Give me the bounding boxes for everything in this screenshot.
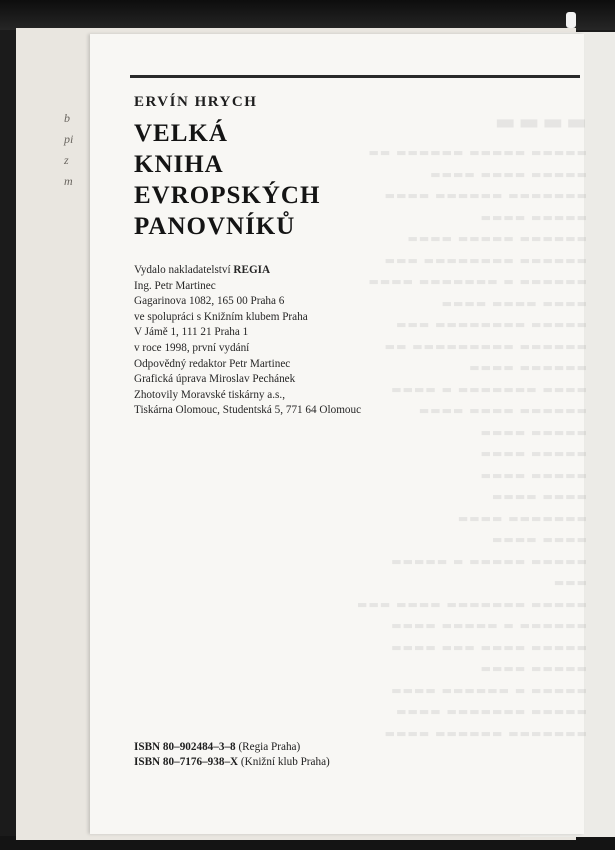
isbn-number: ISBN 80–7176–938–X	[134, 756, 239, 768]
imprint-line: ve spolupráci s Knižním klubem Praha	[134, 310, 308, 323]
isbn-publisher: (Regia Praha)	[235, 741, 301, 753]
imprint-line: V Jámě 1, 111 21 Praha 1	[134, 326, 249, 339]
left-fragment: z	[64, 153, 69, 167]
isbn-line	[134, 740, 330, 755]
isbn-block	[134, 740, 330, 770]
left-fragment: pi	[64, 132, 74, 146]
publisher-name: REGIA	[233, 264, 271, 276]
book-title	[134, 118, 434, 242]
imprint-line: Gagarinova 1082, 165 00 Praha 6	[134, 295, 285, 308]
imprint-line: Grafická úprava Miroslav Pechánek	[134, 373, 296, 386]
imprint-block	[134, 263, 494, 419]
imprint-line: Zhotovily Moravské tiskárny a.s.,	[134, 388, 286, 401]
isbn-line	[134, 755, 330, 770]
imprint-line: v roce 1998, první vydání	[134, 341, 250, 354]
title-line: VELKÁ	[134, 120, 228, 147]
publisher-prefix: Vydalo nakladatelství	[134, 264, 234, 276]
isbn-number: ISBN 80–902484–3–8	[134, 741, 236, 753]
title-line: EVROPSKÝCH	[134, 182, 321, 209]
imprint-line: Odpovědný redaktor Petr Martinec	[134, 357, 291, 370]
top-rule	[130, 75, 580, 78]
author-name: ERVÍN HRYCH	[134, 94, 258, 110]
left-page-fragments	[64, 108, 73, 192]
scan-artifact	[566, 12, 576, 28]
publisher-line	[134, 263, 494, 279]
imprint-line: Tiskárna Olomouc, Studentská 5, 771 64 Olomouc	[134, 404, 362, 417]
title-line: KNIHA	[134, 151, 224, 178]
imprint-line: Ing. Petr Martinec	[134, 279, 216, 292]
title-line: PANOVNÍKŮ	[134, 213, 296, 240]
left-fragment: m	[64, 174, 73, 188]
scanner-background-top	[0, 0, 615, 30]
isbn-publisher: (Knižní klub Praha)	[238, 756, 330, 768]
left-fragment: b	[64, 111, 70, 125]
